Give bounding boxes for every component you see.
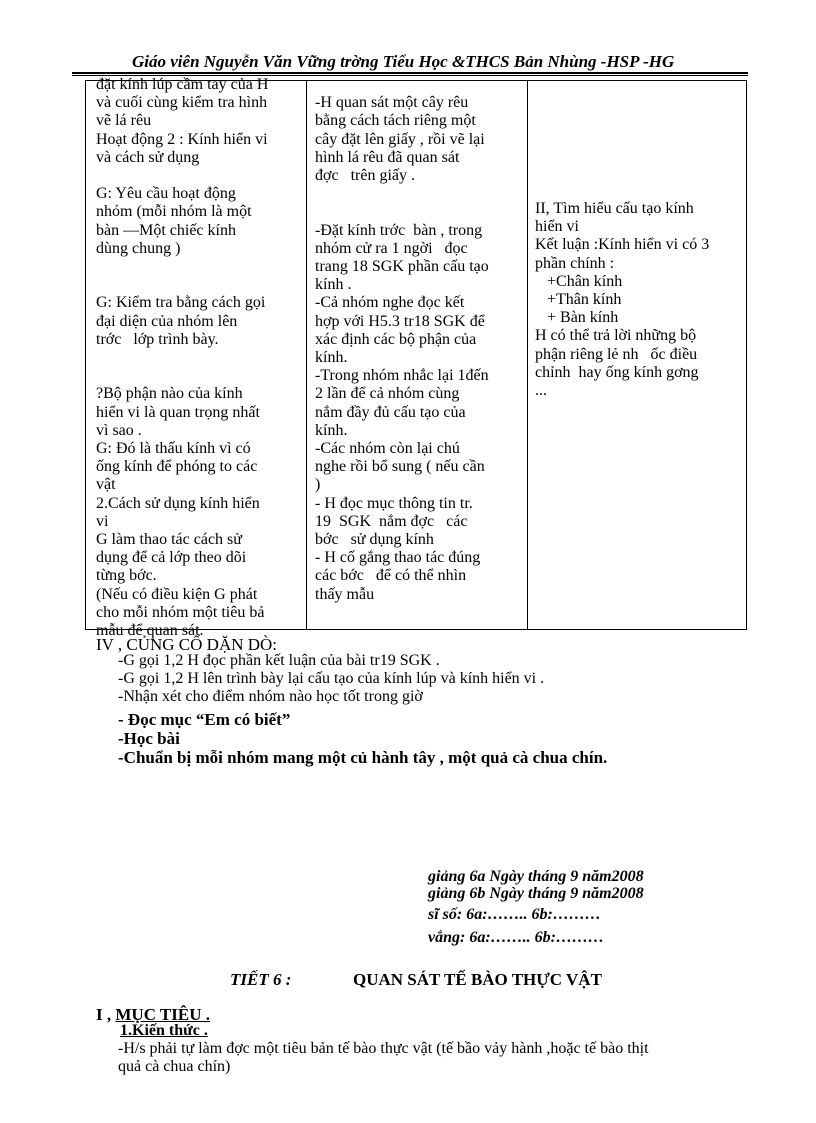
list-item: -Học bài <box>118 729 180 748</box>
table-cell-line: 2.Cách sử dụng kính hiển <box>96 494 260 512</box>
table-cell-line: và cách sử dụng <box>96 148 200 166</box>
attendance-line: sĩ số: 6a:…….. 6b:……… <box>428 906 601 923</box>
table-cell-line: Kết luận :Kính hiển vi có 3 <box>535 236 710 254</box>
table-cell-line: từng bớc. <box>96 567 157 585</box>
section1-prefix: I , <box>96 1005 116 1024</box>
date-line-6a: giảng 6a Ngày tháng 9 năm2008 <box>428 868 644 885</box>
section4-bold-list <box>118 710 778 767</box>
table-cell-line: mẫu để quan sát. <box>96 622 204 640</box>
table-cell-line: thấy mẫu <box>315 585 375 603</box>
table-cell-line: hợp với H5.3 tr18 SGK để <box>315 312 485 330</box>
table-cell-line: hình lá rêu đã quan sát <box>315 148 460 166</box>
section1-text <box>118 1040 758 1076</box>
table-cell-line: kính . <box>315 276 352 294</box>
table-cell-line: chỉnh hay ống kính gơng <box>535 363 699 381</box>
lesson-number: TIẾT 6 : <box>230 970 292 989</box>
date-line-6b: giảng 6b Ngày tháng 9 năm2008 <box>428 885 644 902</box>
table-cell-line: nghe rồi bổ sung ( nếu cần <box>315 458 485 476</box>
table-cell-line: G làm thao tác cách sử <box>96 531 242 549</box>
table-cell-line <box>315 185 523 203</box>
list-item: - Đọc mục “Em có biết” <box>118 710 291 729</box>
lesson-title: QUAN SÁT TẾ BÀO THỰC VẬT <box>353 970 602 989</box>
table-divider-1 <box>306 80 307 630</box>
table-cell-line: phận riêng lẻ nh ốc điều <box>535 345 698 363</box>
table-cell-line: cây đặt lên giấy , rồi vẽ lại <box>315 130 485 148</box>
table-cell-line: H có thể trả lời những bộ <box>535 327 697 345</box>
table-cell-line: và cuối cùng kiểm tra hình <box>96 94 268 112</box>
table-cell-line: đợc trên giấy . <box>315 167 415 185</box>
objective-line: -H/s phải tự làm đợc một tiêu bản tế bào thực vật (tế bầo vảy hành ,hoặc tế bào thịt <box>118 1040 649 1057</box>
table-cell-line <box>96 167 302 185</box>
table-cell-line: - H đọc mục thông tin tr. <box>315 494 473 512</box>
table-cell-line <box>315 203 523 221</box>
table-cell-line: bàn —Một chiếc kính <box>96 221 236 239</box>
table-cell-line: nhóm cử ra 1 ngời đọc <box>315 239 468 257</box>
table-cell-line: đại diện của nhóm lên <box>96 312 238 330</box>
table-cell-line: cho mỗi nhóm một tiêu bả <box>96 603 265 621</box>
table-cell-line: xác định các bộ phận của <box>315 330 477 348</box>
table-cell-line: kính. <box>315 421 348 439</box>
table-cell-line: ?Bộ phận nào của kính <box>96 385 243 403</box>
table-cell-line: G: Đó là thấu kính vì có <box>96 440 251 458</box>
table-cell-line: 2 lần để cả nhóm cùng <box>315 385 460 403</box>
table-column-student <box>315 76 523 604</box>
table-cell-line: - H cố gắng thao tác đúng <box>315 549 481 567</box>
list-item: -G gọi 1,2 H lên trình bày lại cấu tạo của kính lúp và kính hiển vi . <box>118 670 545 687</box>
table-divider-2 <box>527 80 528 630</box>
table-cell-line <box>96 258 302 276</box>
table-cell-line: -Các nhóm còn lại chú <box>315 440 460 458</box>
table-cell-line: vi <box>96 512 109 530</box>
table-cell-line: hiển vi <box>535 218 579 236</box>
table-cell-line <box>96 349 302 367</box>
table-cell-line: G: Kiểm tra bằng cách gọi <box>96 294 266 312</box>
table-cell-line: vẽ lá rêu <box>96 112 152 130</box>
table-cell-line: II, Tìm hiểu cấu tạo kính <box>535 200 694 217</box>
section1-title: MỤC TIÊU . <box>115 1005 210 1024</box>
table-cell-line: Hoạt động 2 : Kính hiển vi <box>96 130 268 148</box>
table-cell-line: bớc sử dụng kính <box>315 531 434 549</box>
table-cell-line: -Đặt kính trớc bàn , trong <box>315 221 483 239</box>
table-cell-line: ống kính để phóng to các <box>96 458 258 476</box>
table-cell-line: vật <box>96 476 116 494</box>
list-item: -Chuẩn bị mỗi nhóm mang một củ hành tây , một quả cà chua chín. <box>118 748 608 767</box>
table-cell-line: 19 SGK nắm đợc các <box>315 512 468 530</box>
table-cell-line: trớc lớp trình bày. <box>96 330 219 348</box>
objective-line: quả cà chua chín) <box>118 1058 231 1075</box>
table-cell-line: kính. <box>315 349 348 367</box>
table-cell-line: nhóm (mỗi nhóm là một <box>96 203 252 221</box>
table-cell-line: ... <box>535 382 547 400</box>
section4-title: IV , CỦNG CỐ DẶN DÒ: <box>96 635 278 654</box>
table-cell-line: trang 18 SGK phần cấu tạo <box>315 258 489 276</box>
page-header: Giáo viên Nguyễn Văn Vững trờng Tiểu Học &THCS Bản Nhùng -HSP -HG <box>132 52 675 71</box>
table-cell-line: (Nếu có điều kiện G phát <box>96 585 258 603</box>
table-cell-line: +Thân kính <box>535 291 622 309</box>
table-cell-line: hiển vi là quan trọng nhất <box>96 403 260 421</box>
table-cell-line: +Chân kính <box>535 272 623 290</box>
table-cell-line: vì sao . <box>96 421 142 439</box>
absence-line: vắng: 6a:…….. 6b:……… <box>428 929 604 946</box>
table-cell-line <box>96 276 302 294</box>
table-cell-line <box>315 76 523 94</box>
table-cell-line: dùng chung ) <box>96 239 181 257</box>
list-item: -Nhận xét cho điểm nhóm nào học tốt trong giờ <box>118 688 423 705</box>
table-cell-line: ) <box>315 476 321 494</box>
table-cell-line: -Cả nhóm nghe đọc kết <box>315 294 465 312</box>
table-cell-line: đặt kính lúp cầm tay của H <box>96 76 269 93</box>
table-cell-line: dụng để cả lớp theo dõi <box>96 549 247 567</box>
table-cell-line: phần chính : <box>535 254 615 272</box>
list-item: -G gọi 1,2 H đọc phần kết luận của bài tr19 SGK . <box>118 652 440 669</box>
table-cell-line: các bớc để có thể nhìn <box>315 567 467 585</box>
section1-subtitle: 1.Kiến thức . <box>120 1022 208 1039</box>
table-cell-line <box>96 367 302 385</box>
header-rule <box>72 72 748 74</box>
table-column-content <box>535 200 745 400</box>
table-column-teacher <box>96 76 302 640</box>
table-cell-line: -Trong nhóm nhắc lại 1đến <box>315 367 489 385</box>
table-cell-line: bằng cách tách riêng một <box>315 112 476 130</box>
date-block <box>428 866 644 948</box>
section4-list <box>118 652 758 706</box>
table-cell-line: -H quan sát một cây rêu <box>315 94 469 112</box>
table-cell-line: G: Yêu cầu hoạt động <box>96 185 236 203</box>
table-cell-line: nắm đầy đủ cấu tạo của <box>315 403 466 421</box>
table-cell-line: + Bàn kính <box>535 309 619 327</box>
